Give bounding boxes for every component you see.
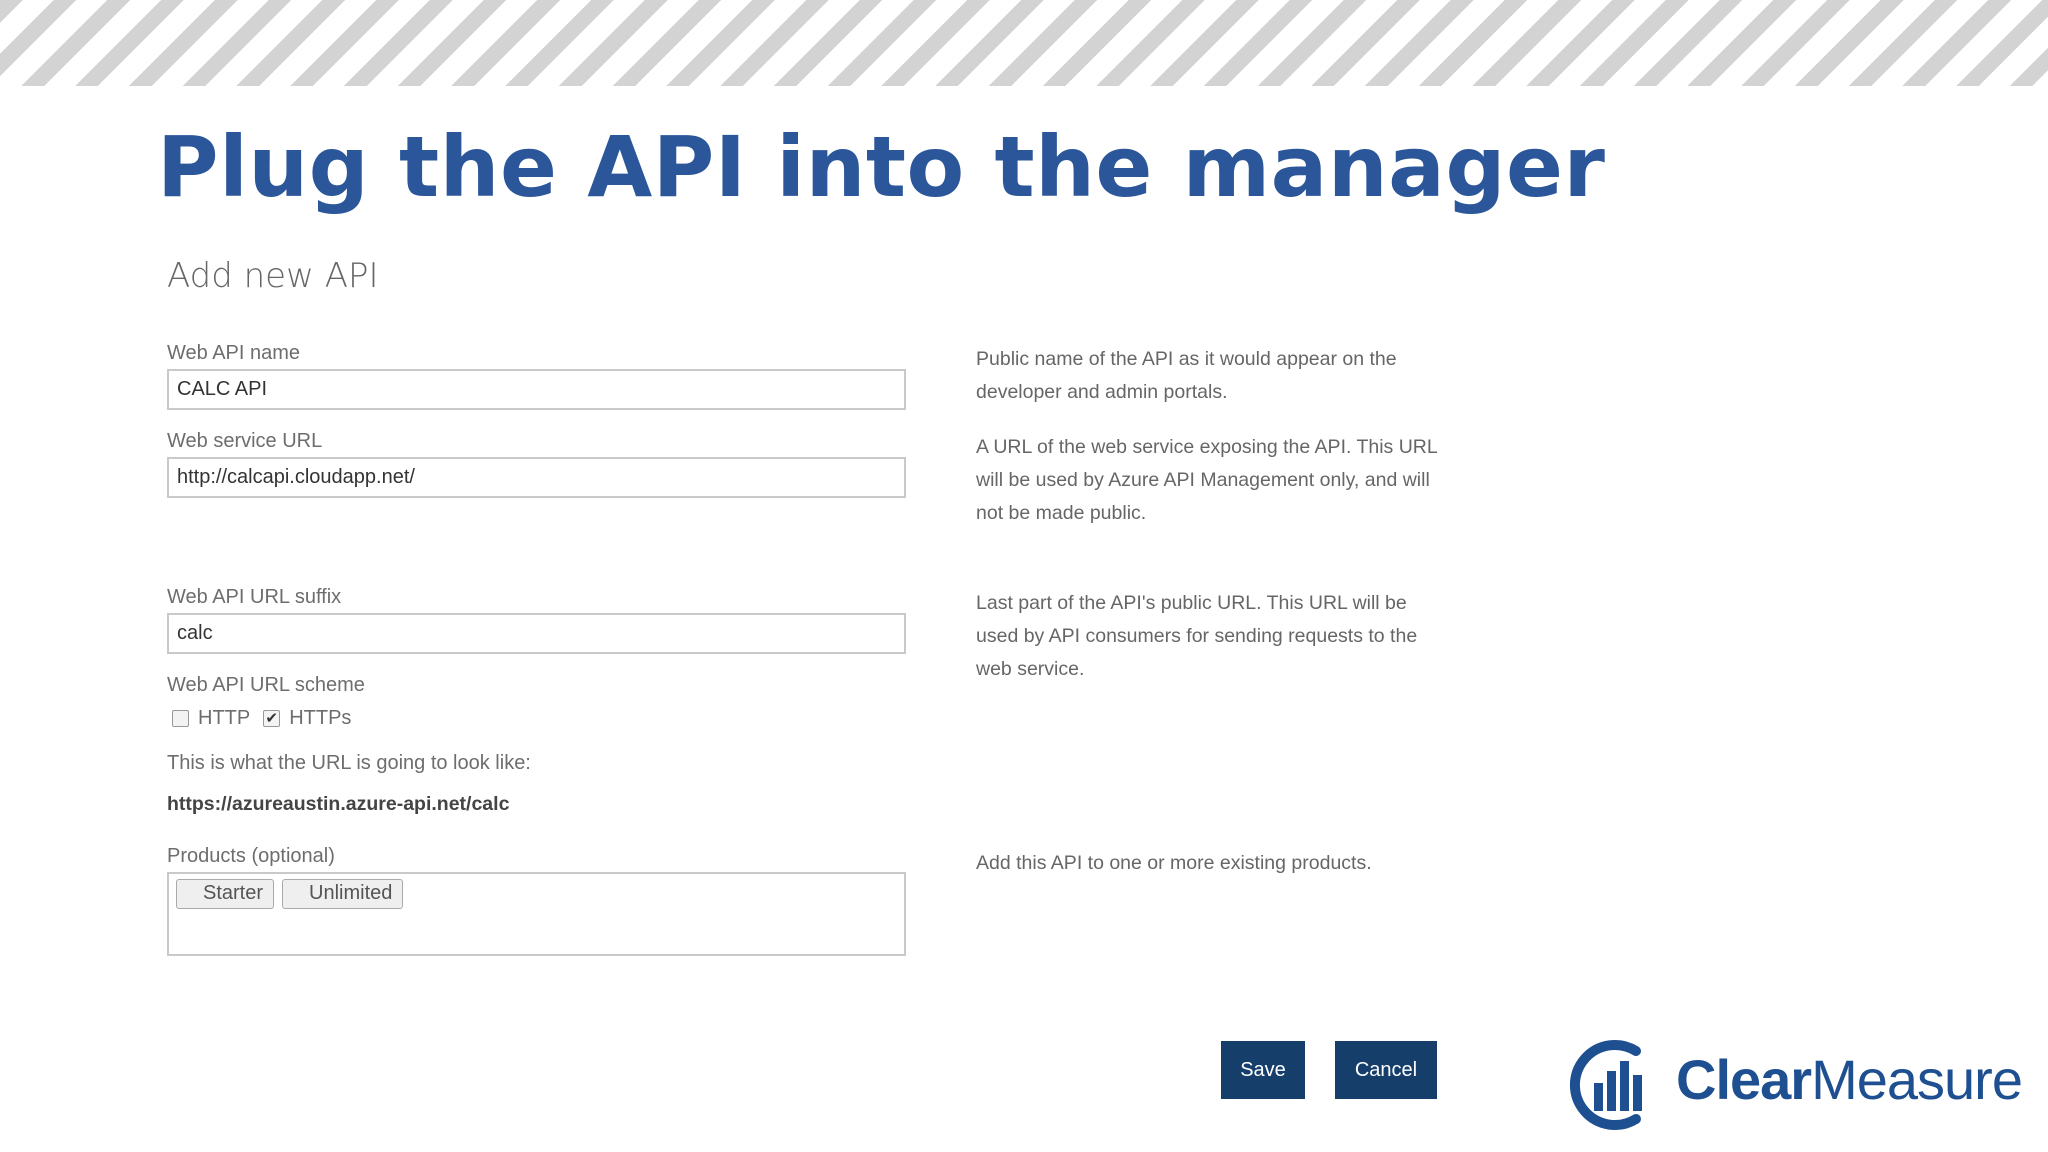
service-url-input[interactable]: [167, 457, 906, 498]
url-suffix-label: Web API URL suffix: [167, 586, 342, 608]
cancel-button[interactable]: Cancel: [1335, 1041, 1437, 1099]
logo-word-clear: Clear: [1676, 1048, 1812, 1111]
logo-wordmark: [1676, 1047, 2022, 1112]
decorative-stripe-banner: [0, 0, 2048, 86]
https-checkbox[interactable]: ✔: [263, 710, 280, 727]
service-url-label: Web service URL: [167, 430, 323, 452]
slide-title: Plug the API into the manager: [157, 118, 1606, 216]
url-suffix-input[interactable]: [167, 613, 906, 654]
products-help: Add this API to one or more existing products.: [976, 852, 1372, 874]
products-label: Products (optional): [167, 845, 335, 867]
url-suffix-help: Last part of the API's public URL. This URL will be used by API consumers for sending requests to the web service.: [976, 592, 1418, 680]
products-input[interactable]: [167, 872, 906, 956]
url-preview-label: This is what the URL is going to look like:: [167, 752, 531, 774]
clearmeasure-logo: [1566, 1035, 2036, 1135]
service-url-help: A URL of the web service exposing the API. This URL will be used by Azure API Management only, and will not be made public.: [976, 436, 1438, 524]
url-scheme-options: [172, 704, 364, 732]
url-scheme-label: Web API URL scheme: [167, 674, 365, 696]
https-checkbox-label[interactable]: HTTPs: [289, 706, 352, 729]
http-checkbox-label[interactable]: HTTP: [198, 706, 251, 729]
api-name-input[interactable]: [167, 369, 906, 410]
form-title: Add new API: [167, 256, 379, 296]
save-button[interactable]: Save: [1221, 1041, 1305, 1099]
api-name-help: Public name of the API as it would appear on the developer and admin portals.: [976, 348, 1397, 403]
product-tag-unlimited[interactable]: Unlimited: [282, 879, 403, 909]
api-name-label: Web API name: [167, 342, 301, 364]
http-checkbox[interactable]: [172, 710, 189, 727]
url-preview-value: https://azureaustin.azure-api.net/calc: [167, 793, 510, 815]
clearmeasure-logo-mark-icon: [1566, 1035, 1656, 1135]
logo-word-measure: Measure: [1811, 1048, 2022, 1111]
product-tag-starter[interactable]: Starter: [176, 879, 274, 909]
